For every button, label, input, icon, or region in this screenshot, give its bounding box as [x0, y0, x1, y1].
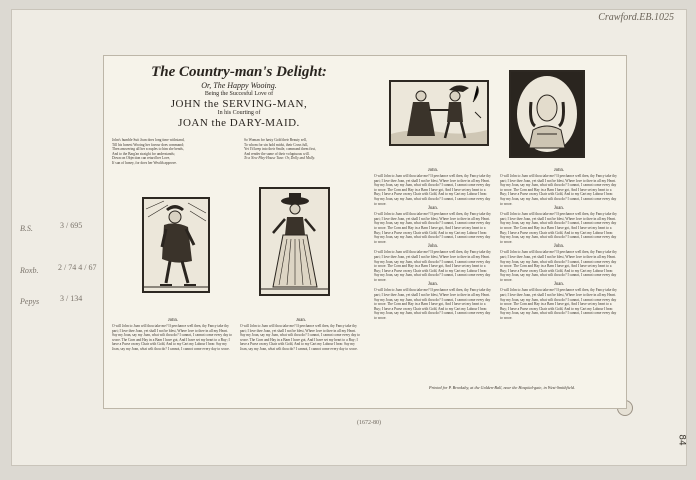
verse-text: O will John to Joan will thou take me? If perchance well then, thy Fancy take thy part; I love thee Joan, yet shall I not be blest, Where love to thee in all my Heart. Say my Joan, say my Joan, what wilt thou do? I cannot, I cannot come every day to wooe. The Corn and Hay in a Barn I have got, And I have set my heart to a Buy; I have a Purse on my Chair with Gold, And to my Cart my Labour I bear. Say my Joan, say my Joan, what wilt thou do? I cannot, I cannot come every day to wooe.	[240, 324, 360, 351]
verse-text: O will John to Joan will thou take me? If perchance well then, thy Fancy take thy part; I love thee Joan, yet shall I not be blest, Where love to thee in all my Heart. Say my Joan, say my Joan, what wilt thou do? I cannot, I cannot come every day to wooe. The Corn and Hay in a Barn I have got, And I have set my heart to a Buy; I have a Purse on my Chair with Gold, And to my Cart my Labour I bear. Say my Joan, say my Joan, what wilt thou do? I cannot, I cannot come every day to wooe.	[374, 288, 491, 321]
verse-speaker: John.	[553, 244, 565, 250]
date-note: (1672-80)	[357, 420, 381, 426]
verse-speaker: Joan.	[296, 318, 306, 323]
intro-left-line: Down on Objection can retard her Love,	[112, 156, 171, 161]
margin-note-bs: B.S.	[20, 224, 33, 233]
tune-line: To a New Play-House Tune: Or, Dolly and Molly.	[244, 156, 315, 161]
ballad-subtitle: Or, The Happy Wooing.	[201, 81, 277, 90]
woodcut-courting-couple	[389, 80, 489, 146]
verse-speaker: John.	[427, 168, 439, 173]
verse-speaker: John.	[553, 168, 565, 173]
woodcut-serving-man	[142, 197, 210, 293]
verse-speaker: Joan.	[428, 282, 438, 288]
intro-left-line: If sun of honey, for does her Wealth approve.	[112, 160, 177, 165]
page-number: 84	[676, 434, 687, 446]
verse-speaker: John.	[167, 318, 179, 323]
verse-speaker: John.	[427, 244, 439, 250]
verse-speaker: Joan.	[428, 206, 438, 212]
intro-left-line: Till his honest Wooing her favour does command;	[112, 142, 184, 147]
verse-text: O will John to Joan will thou take me? If perchance well then, thy Fancy take thy part; I love thee Joan, yet shall I not be blest, Where love to thee in all my Heart. Say my Joan, say my Joan, what wilt thou do? I cannot, I cannot come every day to wooe. The Corn and Hay in a Barn I have got, And I have set my heart to a Buy; I have a Purse on my Chair with Gold, And to my Cart my Labour I bear. Say my Joan, say my Joan, what wilt thou do? I cannot, I cannot come every day to wooe.	[374, 212, 491, 244]
intro-left-line: And to the Barg'an straight for understands;	[112, 151, 175, 156]
left-verse-col-b	[240, 318, 362, 352]
ballad-line2: In his Courting of	[217, 110, 261, 116]
verse-text: O will John to Joan will thou take me? If perchance well then, thy Fancy take thy part; I love thee Joan, yet shall I not be blest, Where love to thee in all my Heart. Say my Joan, say my Joan, what wilt thou do? I cannot, I cannot come every day to wooe. The Corn and Hay in a Barn I have got, And I have set my heart to a Buy; I have a Purse on my Chair with Gold, And to my Cart my Labour I bear. Say my Joan, say my Joan, what wilt thou do? I cannot, I cannot come every day to wooe.	[500, 212, 617, 244]
verse-text: O will John to Joan will thou take me? If perchance well then, thy Fancy take thy part; I love thee Joan, yet shall I not be blest, Where love to thee in all my Heart. Say my Joan, say my Joan, what wilt thou do? I cannot, I cannot come every day to wooe. The Corn and Hay in a Barn I have got, And I have set my heart to a Buy; I have a Purse on my Chair with Gold, And to my Cart my Labour I bear. Say my Joan, say my Joan, what wilt thou do? I cannot, I cannot come every day to wooe.	[374, 250, 491, 282]
hero-name: JOHN the SERVING-MAN,	[170, 98, 308, 110]
ballad-title: The Country-man's Delight:	[151, 64, 327, 80]
woodcut-dairy-maid	[259, 187, 330, 296]
right-verse-columns	[374, 168, 620, 382]
verse-speaker: Joan.	[554, 282, 564, 288]
dairy-maid-figure-icon	[261, 189, 328, 294]
imprint: Printed for P. Brooksby, at the Golden-Ball, near the Hospital-gate, in West-Smithfield.	[429, 386, 575, 390]
intro-right	[244, 138, 372, 174]
margin-fraction-roxb: 2 / 74 4 / 67	[58, 263, 97, 272]
left-verse-columns	[112, 318, 362, 404]
shelfmark: Crawford.EB.1025	[598, 12, 674, 23]
intro-right-line: So Woman for hasty Gold their Beauty sell,	[244, 138, 307, 142]
verse-text: O will John to Joan will thou take me? If perchance well then, thy Fancy take thy part; I love thee Joan, yet shall I not be blest, Where love to thee in all my Heart. Say my Joan, say my Joan, what wilt thou do? I cannot, I cannot come every day to wooe. The Corn and Hay in a Barn I have got, And I have set my heart to a Buy; I have a Purse on my Chair with Gold, And to my Cart my Labour I bear. Say my Joan, say my Joan, what wilt thou do? I cannot, I cannot come every day to wooe.	[500, 250, 617, 282]
ballad-line1: Being the Succesful Love of	[204, 91, 274, 97]
intro-left-line: Then answering all her scruples to him she bends,	[112, 147, 184, 152]
margin-fraction-pepys: 3 / 134	[60, 294, 83, 303]
left-verse-col-a	[112, 318, 234, 352]
heroine-name: JOAN the DARY-MAID.	[178, 117, 300, 129]
intro-left-line: John's humble Suit Joan does long time withstand,	[112, 138, 185, 142]
margin-note-pepys: Pepys	[20, 297, 40, 306]
verse-text: O will John to Joan will thou take me? If perchance well then, thy Fancy take thy part; I love thee Joan, yet shall I not be blest, Where love to thee in all my Heart. Say my Joan, say my Joan, what wilt thou do? I cannot, I cannot come every day to wooe. The Corn and Hay in a Barn I have got, And I have set my heart to a Buy; I have a Purse on my Chair with Gold, And to my Cart my Labour I bear. Say my Joan, say my Joan, what wilt thou do? I cannot, I cannot come every day to wooe.	[500, 174, 617, 206]
serving-man-figure-icon	[144, 199, 208, 291]
verse-speaker: Joan.	[554, 206, 564, 212]
woodcut-portrait	[509, 70, 585, 158]
verse-text: O will John to Joan will thou take me? If perchance well then, thy Fancy take thy part; I love thee Joan, yet shall I not be blest, Where love to thee in all my Heart. Say my Joan, say my Joan, what wilt thou do? I cannot, I cannot come every day to wooe. The Corn and Hay in a Barn I have got, And I have set my heart to a Buy; I have a Purse on my Chair with Gold, And to my Cart my Labour I bear. Say my Joan, say my Joan, what wilt thou do? I cannot, I cannot come every day to wooe.	[500, 288, 617, 321]
intro-right-line: And render the same of their voluptuous will.	[244, 151, 310, 156]
portrait-lady-icon	[511, 72, 583, 156]
right-verse-col-a	[374, 168, 492, 382]
margin-fraction-bs: 3 / 695	[60, 221, 83, 230]
title-block	[124, 64, 354, 129]
right-verse-col-b	[500, 168, 618, 382]
intro-right-line: Yet I'd keep into their Smile, command them first,	[244, 147, 316, 152]
margin-note-roxb: Roxb.	[20, 266, 39, 275]
intro-left	[112, 138, 240, 168]
verse-text: O will John to Joan will thou take me? If perchance well then, thy Fancy take thy part; I love thee Joan, yet shall I not be blest, Where love to thee in all my Heart. Say my Joan, say my Joan, what wilt thou do? I cannot, I cannot come every day to wooe. The Corn and Hay in a Barn I have got, And I have set my heart to a Buy; I have a Purse on my Chair with Gold, And to my Cart my Labour I bear. Say my Joan, say my Joan, what wilt thou do? I cannot, I cannot come every day to wooe.	[374, 174, 491, 206]
verse-text: O will John to Joan will thou take me? If perchance well then, thy Fancy take thy part; I love thee Joan, yet shall I not be blest, Where love to thee in all my Heart. Say my Joan, say my Joan, what wilt thou do? I cannot, I cannot come every day to wooe. The Corn and Hay in a Barn I have got, And I have set my heart to a Buy; I have a Purse on my Chair with Gold, And to my Cart my Labour I bear. Say my Joan, say my Joan, what wilt thou do? I cannot, I cannot come every day to wooe.	[112, 324, 232, 351]
broadside-sheet	[103, 55, 627, 409]
intro-right-line: To whom for sin hold midst, their Cross full,	[244, 142, 309, 147]
courting-couple-icon	[391, 82, 487, 144]
